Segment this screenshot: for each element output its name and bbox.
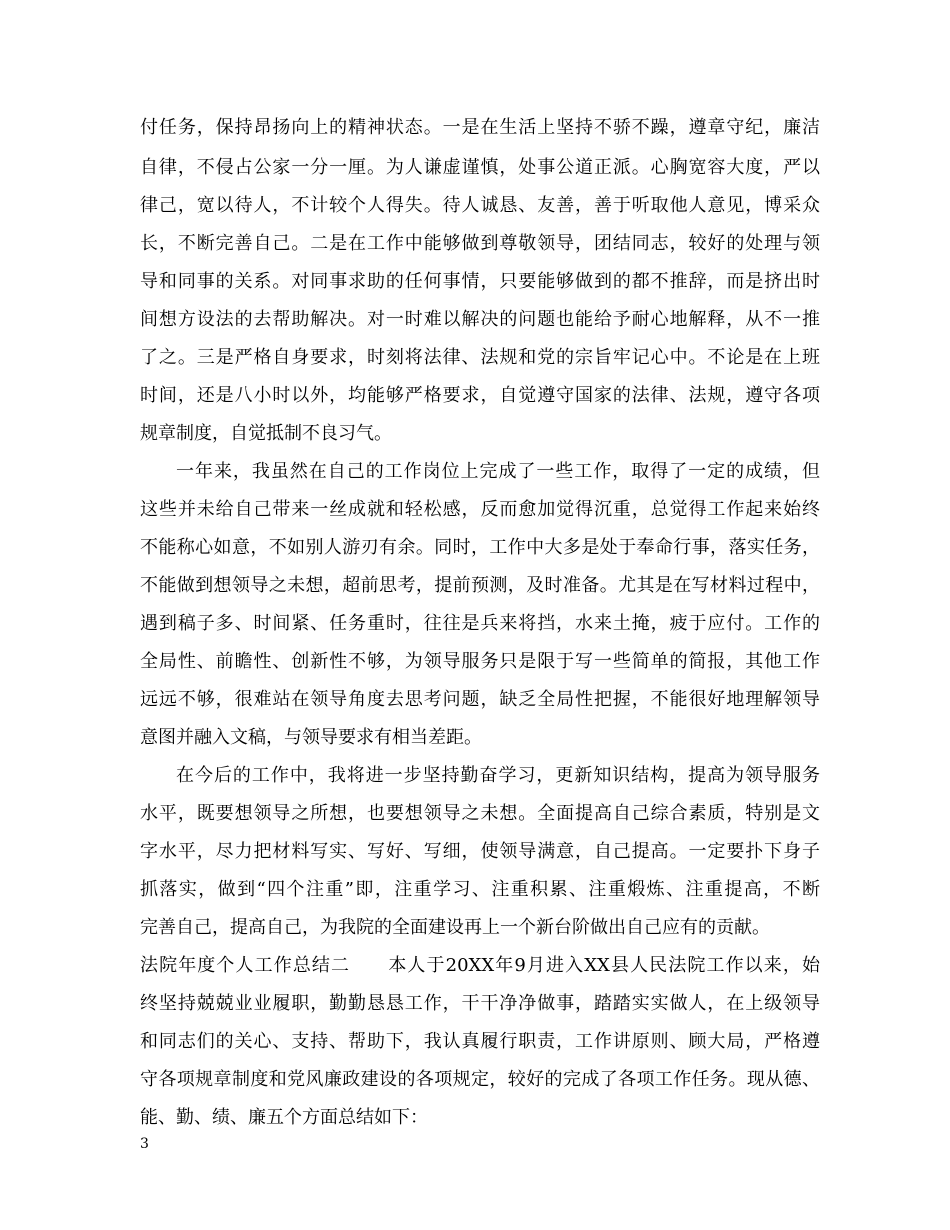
text-line: 和同志们的关心、支持、帮助下，我认真履行职责，工作讲原则、顾大局，严格遵 <box>140 1031 820 1052</box>
text-line: 遇到稿子多、时间紧、任务重时，往往是兵来将挡，水来土掩，疲于应付。工作的 <box>140 613 820 634</box>
text-line: 律己，宽以待人，不计较个人得失。待人诚恳、友善，善于听取他人意见，博采众 <box>140 195 820 216</box>
text-line: 规章制度，自觉抵制不良习气。 <box>140 423 392 444</box>
paragraph-start: 在今后的工作中，我将进一步坚持勤奋学习，更新知识结构，提高为领导服务 <box>176 765 820 786</box>
text-line: 时间，还是八小时以外，均能够严格要求，自觉遵守国家的法律、法规，遵守各项 <box>140 385 820 406</box>
text-line: 不能称心如意，不如别人游刃有余。同时，工作中大多是处于奉命行事，落实任务， <box>140 537 820 558</box>
text-line: 全局性、前瞻性、创新性不够，为领导服务只是限于写一些简单的简报，其他工作 <box>140 651 820 672</box>
text-line: 水平，既要想领导之所想，也要想领导之未想。全面提高自己综合素质，特别是文 <box>140 803 820 824</box>
text-line: 抓落实，做到“四个注重”即，注重学习、注重积累、注重煅炼、注重提高，不断 <box>140 879 820 900</box>
text-line: 守各项规章制度和党风廉政建设的各项规定，较好的完成了各项工作任务。现从德、 <box>140 1069 820 1090</box>
text-line: 自律，不侵占公家一分一厘。为人谦虚谨慎，处事公道正派。心胸宽容大度，严以 <box>140 157 820 178</box>
text-line: 完善自己，提高自己，为我院的全面建设再上一个新台阶做出自己应有的贡献。 <box>140 917 770 938</box>
text-line: 意图并融入文稿，与领导要求有相当差距。 <box>140 727 482 748</box>
text-line: 长，不断完善自己。二是在工作中能够做到尊敬领导，团结同志，较好的处理与领 <box>140 233 820 254</box>
text-line: 付任务，保持昂扬向上的精神状态。一是在生活上坚持不骄不躁，遵章守纪，廉洁 <box>140 117 820 138</box>
text-line: 不能做到想领导之未想，超前思考，提前预测，及时准备。尤其是在写材料过程中， <box>140 575 820 596</box>
text-line: 能、勤、绩、廉五个方面总结如下： <box>140 1107 428 1128</box>
text-line: 这些并未给自己带来一丝成就和轻松感，反而愈加觉得沉重，总觉得工作起来始终 <box>140 499 820 520</box>
text-line: 导和同事的关系。对同事求助的任何事情，只要能够做到的都不推辞，而是挤出时 <box>140 271 820 292</box>
text-line: 了之。三是严格自身要求，时刻将法律、法规和党的宗旨牢记心中。不论是在上班 <box>140 347 820 368</box>
text-line: 远远不够，很难站在领导角度去思考问题，缺乏全局性把握，不能很好地理解领导 <box>140 689 820 710</box>
page-number: 3 <box>140 1136 149 1152</box>
text-line: 终坚持兢兢业业履职，勤勤恳恳工作，干干净净做事，踏踏实实做人，在上级领导 <box>140 993 820 1014</box>
text-line: 间想方设法的去帮助解决。对一时难以解决的问题也能给予耐心地解释，从不一推 <box>140 309 820 330</box>
section-heading-line: 法院年度个人工作总结二 本人于20XX年9月进入XX县人民法院工作以来，始 <box>140 955 820 976</box>
paragraph-start: 一年来，我虽然在自己的工作岗位上完成了一些工作，取得了一定的成绩，但 <box>176 461 820 482</box>
text-line: 字水平，尽力把材料写实、写好、写细，使领导满意，自己提高。一定要扑下身子 <box>140 841 820 862</box>
